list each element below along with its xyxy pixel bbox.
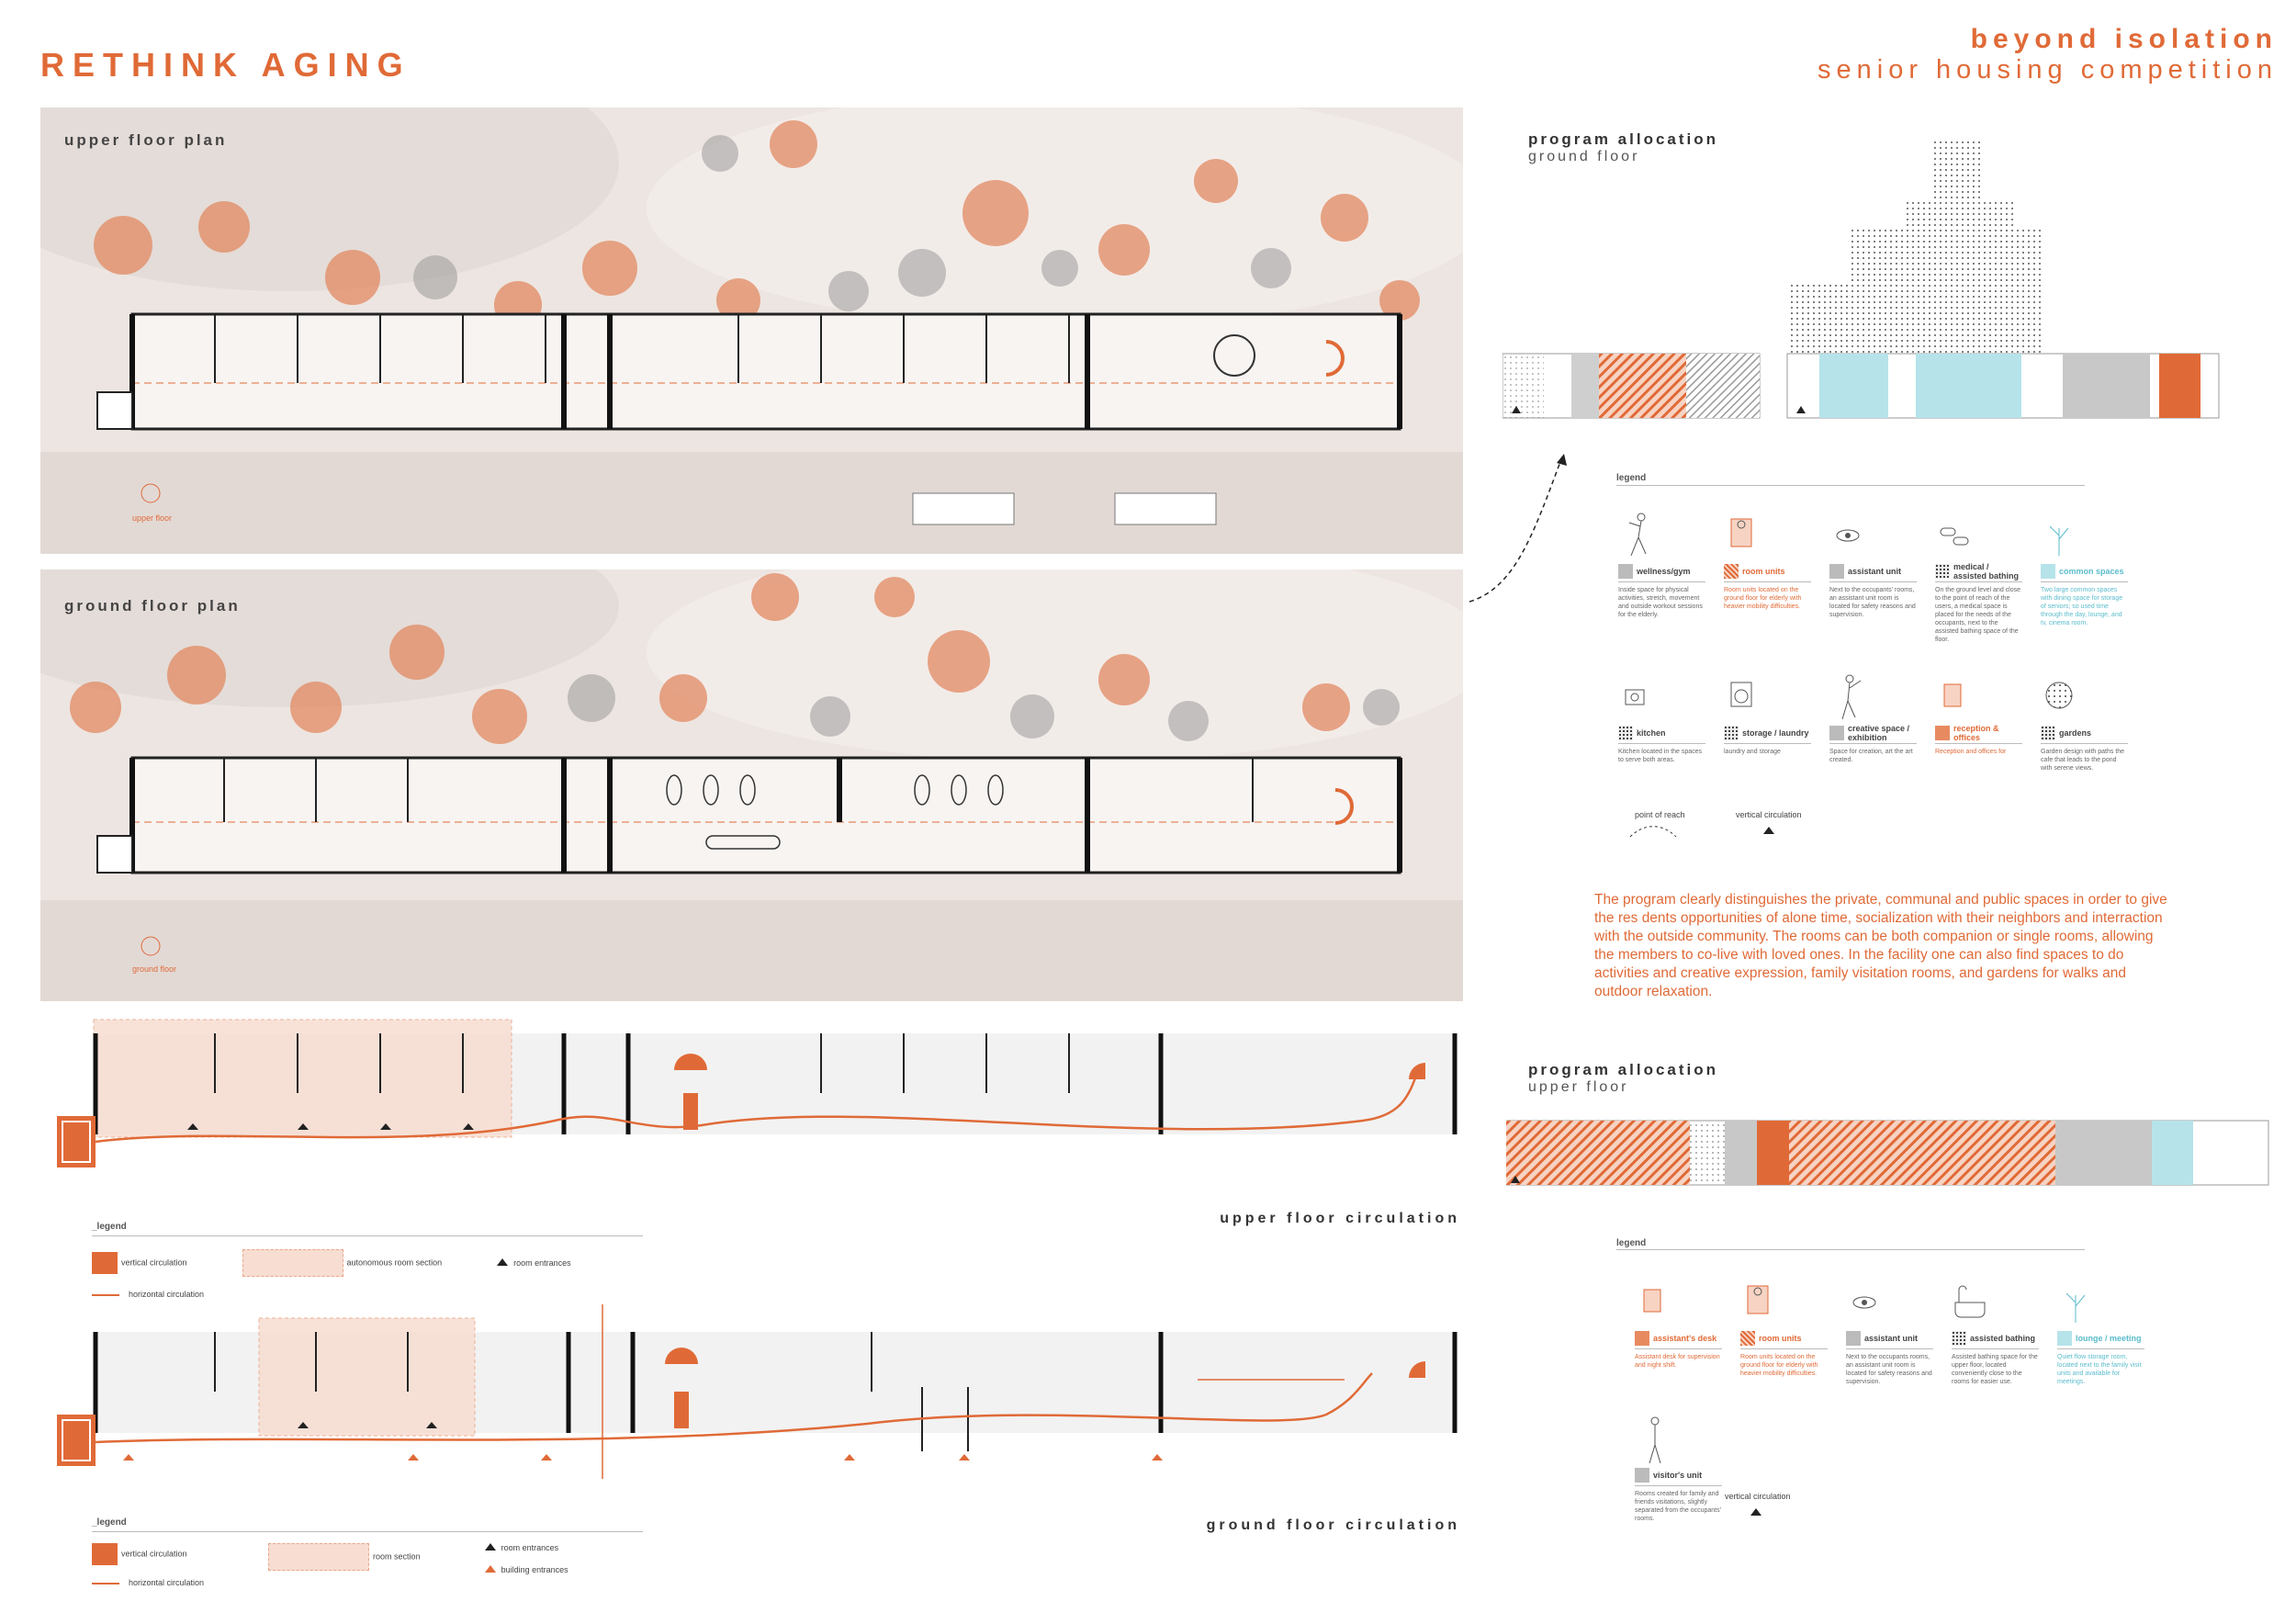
eye-icon [1829,510,1866,561]
ground-floor-plan-label: ground floor plan [64,597,241,615]
eye-icon [1846,1277,1883,1328]
upper-floor-circulation-diagram [40,1015,1463,1199]
legend-horizontal-circulation: horizontal circulation [92,1290,643,1299]
legend-autonomous-section: autonomous room section [242,1249,443,1277]
point-of-reach-arrow [1460,450,1570,615]
legend-assistants-desk: assistant's desk Assistant desk for supervision and night shift. [1635,1277,1722,1386]
ground-legend-building-entrances: building entrances [485,1565,568,1574]
legend-creative-space: creative space / exhibition Space for creation, art the art created. [1829,671,1917,773]
legend-room-entrances: room entrances [497,1258,571,1268]
vertical-circulation-icon-upper [1749,1506,1763,1517]
ground-circulation-legend [92,1517,643,1587]
competition-title: beyond isolation [1970,24,2278,54]
program-upper-title: program allocation [1528,1061,1719,1078]
page-title: RETHINK AGING [40,46,411,84]
bathtub-icon [1952,1277,1988,1328]
ground-legend-horizontal: horizontal circulation [92,1578,204,1587]
legend-wellness-gym: wellness/gym Inside space for physical activities, stretch, movement and outside workout sessions for the elderly. [1618,510,1705,644]
legend-upper-room-units: room units Room units located on the ground floor for elderly with heavier mobility difficulties. [1740,1277,1828,1386]
legend-gardens: gardens Garden design with paths the cafe that leads to the pond with serene views. [2041,671,2128,773]
vertical-circulation-label-ground: vertical circulation [1736,810,1802,819]
gardens-area [1787,138,2044,354]
program-upper-subtitle: upper floor [1528,1079,1629,1095]
plant-icon [2057,1277,2094,1328]
program-ground-diagram [1503,129,2274,441]
upper-legend-title: _legend [92,1222,127,1232]
upper-circulation-label: upper floor circulation [1220,1211,1460,1226]
legend-vertical-circulation: vertical circulation [92,1252,187,1274]
program-upper-legend-grid [1635,1277,2149,1523]
legend-visitors-unit: visitor's unit Rooms created for family and friends visitations, slightly separated from the occupants' rooms. [1635,1414,1722,1523]
legend-storage-laundry: storage / laundry laundry and storage [1724,671,1811,773]
competition-subtitle: senior housing competition [1818,55,2278,85]
program-ground-legend-grid [1618,510,2133,773]
legend-assisted-bathing: assisted bathing Assisted bathing space for the upper floor, located conveniently close to the rooms for easier use. [1952,1277,2039,1386]
bed-figure-icon [1724,510,1761,561]
ground-circulation-label: ground floor circulation [1206,1517,1460,1533]
legend-common-spaces: common spaces Two large common spaces with dining space for storage of seniors; so used time through the day, lounge, and tv, cinema room. [2041,510,2128,644]
vertical-circulation-icon-ground [1761,825,1776,836]
program-description: The program clearly distinguishes the private, communal and public spaces in order to give the res dents opportunities of alone time, socialization with their neighbors and interraction with the outside community. The rooms can be both companion or single rooms, allowing the members to co-live with loved ones. In the facility one can also find spaces to do activities and creative expression, family visitation rooms, and gardens for walks and outdoor relaxation. [1594,892,2167,999]
washing-machine-icon [1724,671,1761,723]
desk-chair-icon [1635,1277,1671,1328]
ground-legend-section: room section [268,1543,421,1571]
kitchen-mixer-icon [1618,671,1655,723]
painter-figure-icon [1829,671,1866,723]
program-upper-diagram [1506,1111,2278,1203]
upper-floor-plan-drawing [40,107,1463,554]
legend-lounge-meeting: lounge / meeting Quiet flow storage room, located next to the family visit units and available for meetings. [2057,1277,2144,1386]
ground-floor-plan-panel [40,570,1463,1001]
bed-figure-icon [1740,1277,1777,1328]
program-ground-title: program allocation [1528,130,1719,148]
tree-icon [2041,671,2077,723]
plant-icon [2041,510,2077,561]
legend-reception-offices: reception & offices Reception and offices for [1935,671,2022,773]
vertical-circulation-label-upper: vertical circulation [1725,1492,1791,1501]
ground-floor-stamp: ground floor [132,964,177,974]
point-of-reach-label: point of reach [1635,810,1685,819]
ground-floor-plan-drawing [40,570,1463,1001]
upper-floor-plan-panel [40,107,1463,554]
ground-legend-vertical: vertical circulation [92,1543,204,1565]
upper-circulation-legend [92,1222,643,1299]
ground-legend-title: _legend [92,1517,127,1528]
gym-figure-icon [1618,510,1655,561]
program-upper-legend-title: legend [1616,1238,1647,1248]
program-ground-legend-title: legend [1616,473,1647,483]
pills-icon [1935,510,1972,561]
upper-floor-stamp: upper floor [132,513,173,523]
legend-medical-bathing: medical / assisted bathing On the ground level and close to the point of reach of the users, a medical space is placed for the needs of the occupants, next to the assisted bathing space of the floor. [1935,510,2022,644]
program-ground-subtitle: ground floor [1528,149,1640,164]
legend-room-units: room units Room units located on the ground floor for elderly with heavier mobility difficulties. [1724,510,1811,644]
ground-legend-room-entrances: room entrances [485,1543,568,1552]
upper-floor-plan-label: upper floor plan [64,131,228,149]
standing-figure-icon [1635,1414,1671,1465]
ground-floor-circulation-diagram [40,1304,1463,1488]
point-of-reach-icon [1626,823,1681,841]
desk-chair-icon [1935,671,1972,723]
legend-assistant-unit: assistant unit Next to the occupants' rooms, an assistant unit room is located for safety reasons and supervision. [1829,510,1917,644]
legend-kitchen: kitchen Kitchen located in the spaces to serve both areas. [1618,671,1705,773]
legend-upper-assistant-unit: assistant unit Next to the occupants rooms, an assistant unit room is located for safety reasons and supervision. [1846,1277,1933,1386]
